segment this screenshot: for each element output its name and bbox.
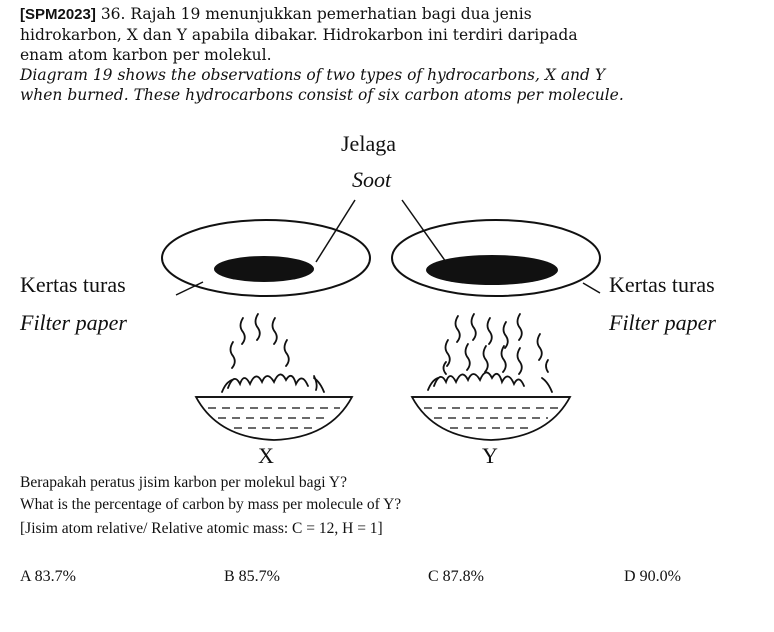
option-d[interactable] — [624, 568, 681, 586]
filter-pointer-right — [583, 283, 600, 293]
filter-right-label-english: Filter paper — [609, 310, 716, 335]
malay-text-3: enam atom karbon per molekul. — [20, 46, 272, 64]
exam-tag: [SPM2023] — [20, 6, 96, 23]
option-b-value: 85.7% — [238, 568, 280, 585]
option-a-value: 83.7% — [34, 568, 76, 585]
soot-spot-x — [214, 256, 314, 282]
option-a[interactable] — [20, 568, 76, 586]
malay-text-1: Rajah 19 menunjukkan pemerhatian bagi dua jenis — [130, 5, 532, 23]
malay-text-2: hidrokarbon, X dan Y apabila dibakar. Hidrokarbon ini terdiri daripada — [20, 26, 578, 44]
soot-spot-y — [426, 255, 558, 285]
dish-x — [196, 397, 352, 440]
filter-left-label-english: Filter paper — [20, 310, 127, 335]
english-text-1: Diagram 19 shows the observations of two types of hydrocarbons, X and Y — [20, 66, 606, 84]
option-d-value: 90.0% — [639, 568, 681, 585]
flame-y — [428, 314, 552, 392]
label-y: Y — [482, 443, 498, 468]
option-b-letter: B — [224, 568, 235, 585]
option-c-letter: C — [428, 568, 439, 585]
option-c[interactable] — [428, 568, 484, 586]
question-number: 36. — [100, 5, 126, 23]
label-x: X — [258, 443, 274, 468]
english-text-2: when burned. These hydrocarbons consist of six carbon atoms per molecule. — [20, 86, 624, 104]
option-c-value: 87.8% — [442, 568, 484, 585]
dish-y — [412, 397, 570, 440]
option-d-letter: D — [624, 568, 636, 585]
flame-x — [222, 314, 324, 392]
soot-label-english: Soot — [352, 167, 392, 192]
soot-label-malay: Jelaga — [341, 131, 396, 156]
given-data: [Jisim atom relative/ Relative atomic mass: C = 12, H = 1] — [20, 520, 383, 537]
soot-pointer-right — [402, 200, 446, 262]
option-b[interactable] — [224, 568, 280, 586]
filter-right-label-malay: Kertas turas — [609, 272, 715, 297]
prompt-malay: Berapakah peratus jisim karbon per molekul bagi Y? — [20, 474, 347, 491]
option-a-letter: A — [20, 568, 31, 585]
prompt-english: What is the percentage of carbon by mass per molecule of Y? — [20, 496, 402, 513]
filter-left-label-malay: Kertas turas — [20, 272, 126, 297]
soot-pointer-left — [316, 200, 355, 262]
